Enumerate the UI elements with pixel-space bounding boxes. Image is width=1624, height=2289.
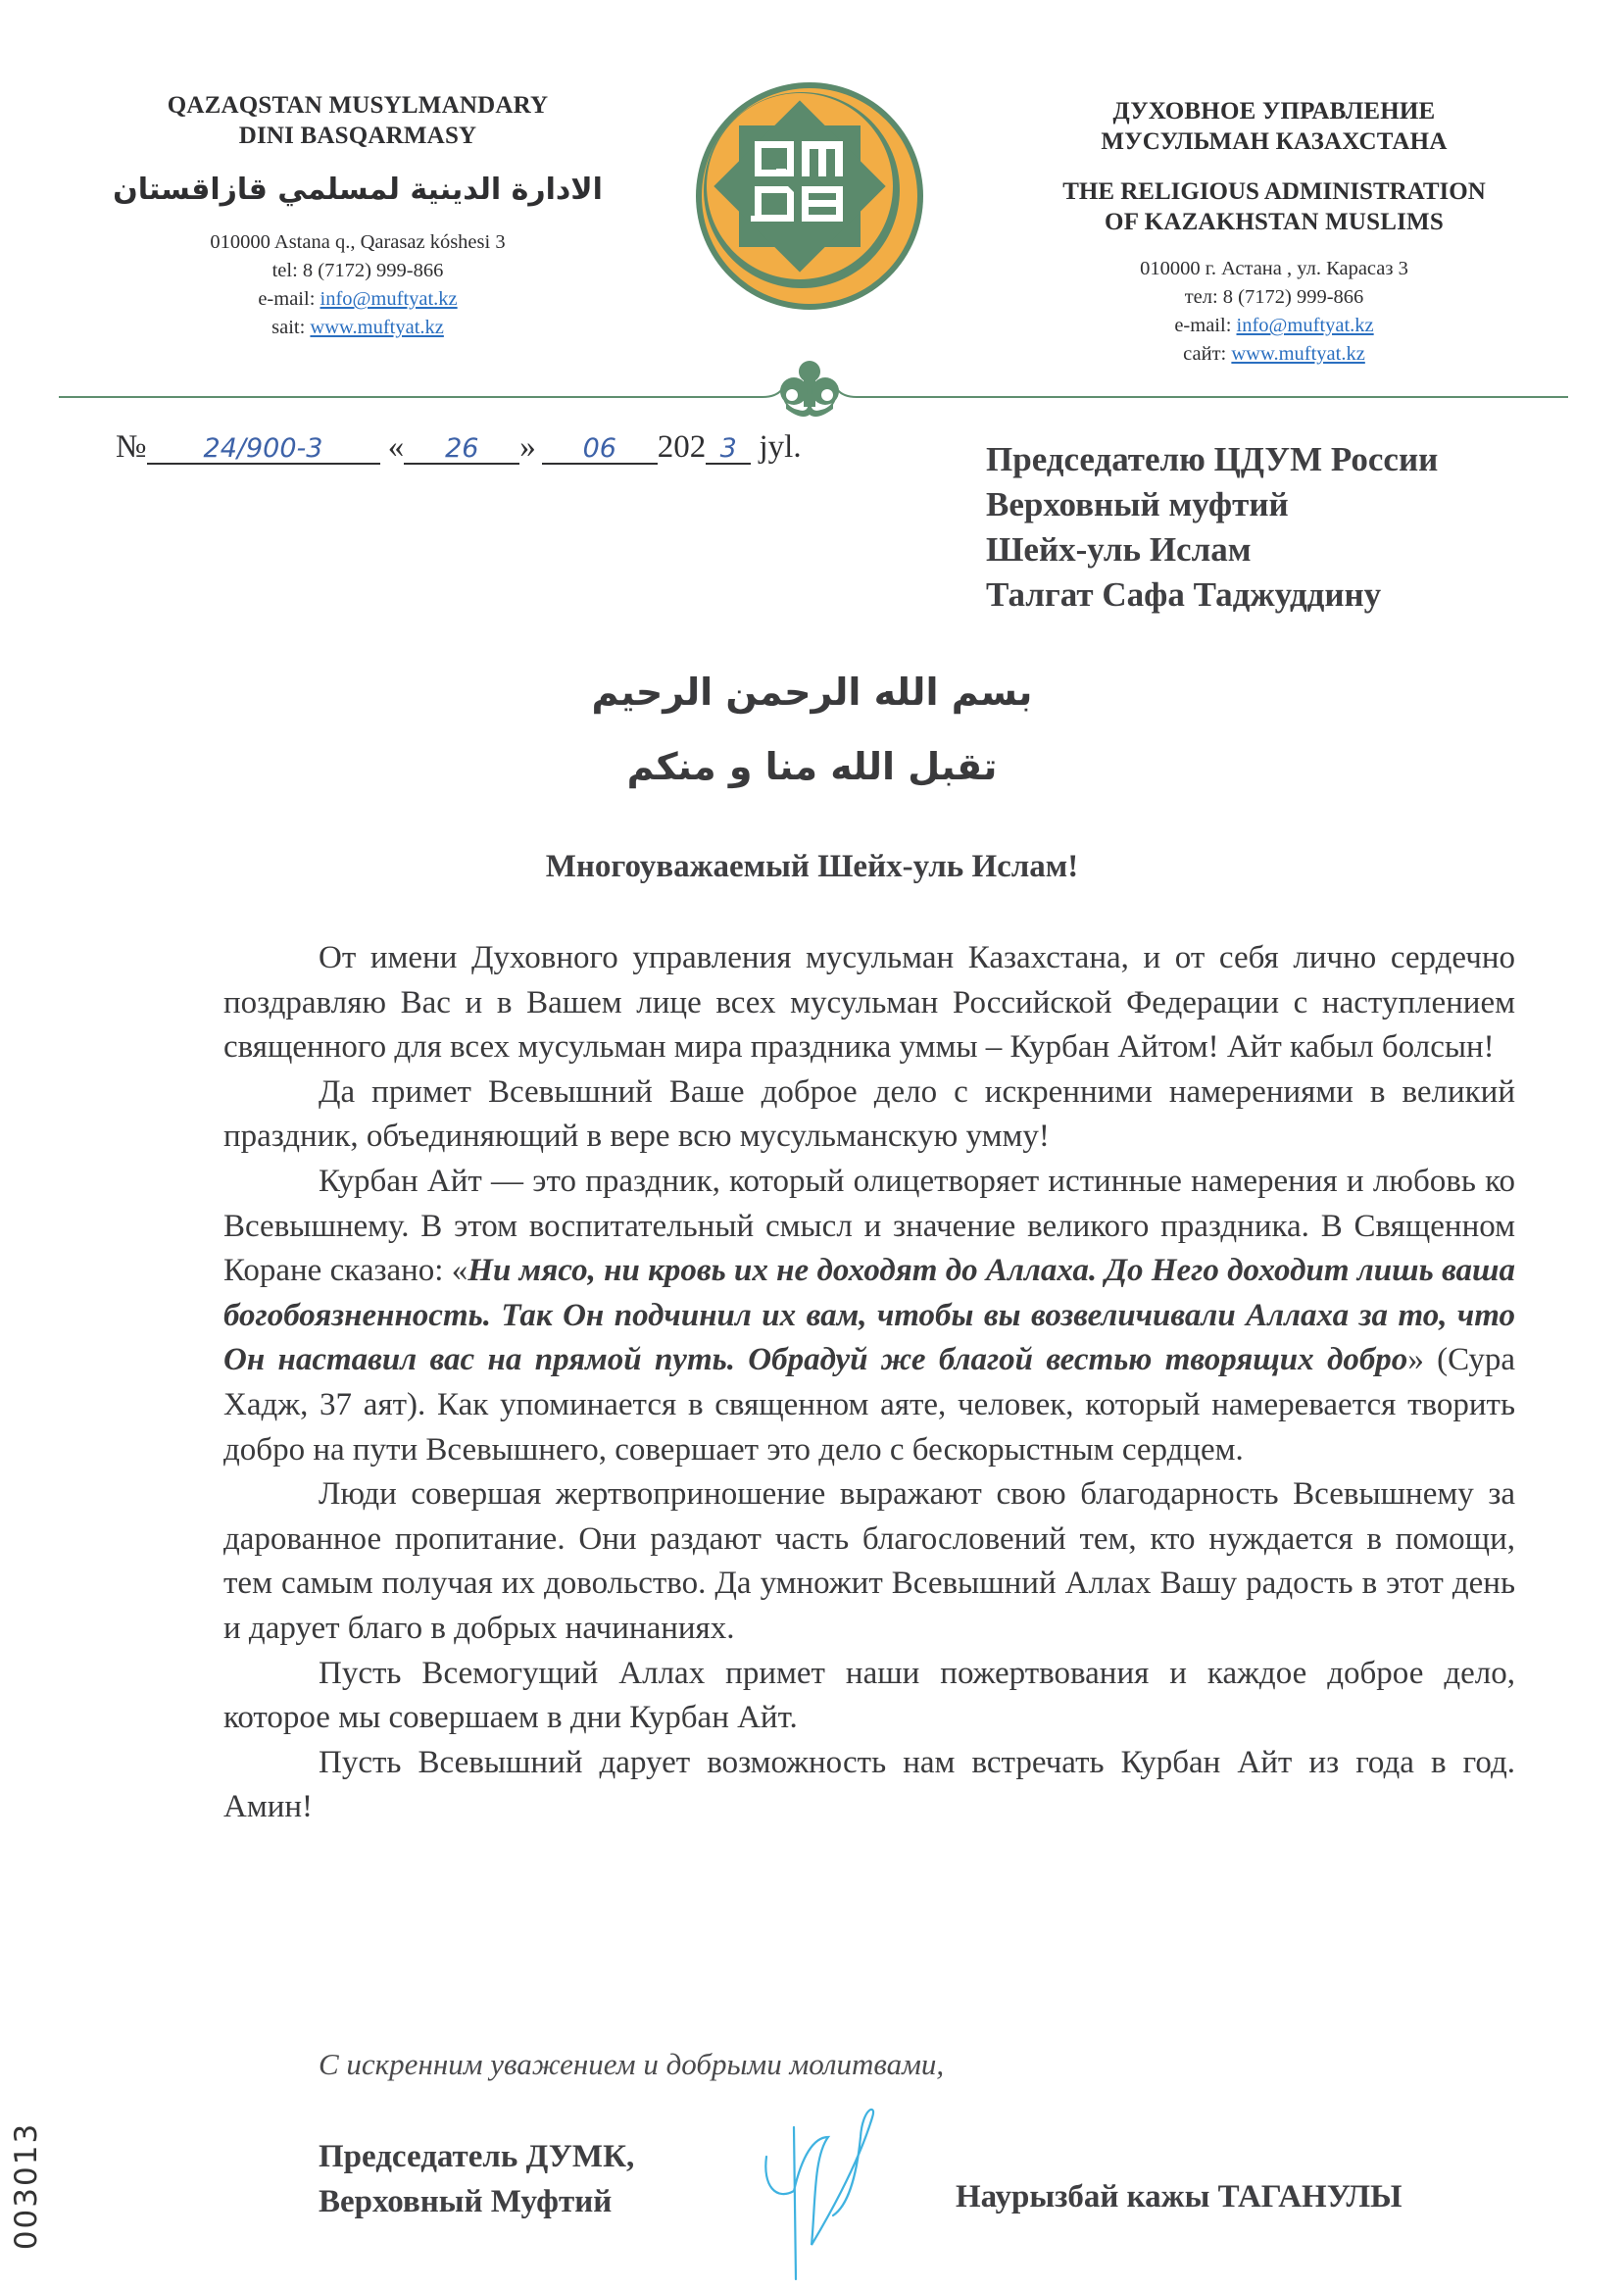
site-label: sait:: [271, 317, 311, 338]
addressee-line3: Шейх-уль Ислам: [986, 530, 1252, 569]
header-right-block: [990, 96, 1558, 369]
paragraph-3-end: » (Сура Хадж, 37 аят). Как упоминается в священном аяте, человек, который намеревается творить добро на пути Всевышнего, совершает это дело с бескорыстным сердцем.: [223, 1342, 1515, 1468]
org-name-kazakh-line1: QAZAQSTAN MUSYLMANDARY: [167, 92, 549, 119]
salutation: Многоуважаемый Шейх-уль Ислам!: [545, 849, 1079, 884]
email-label: e-mail:: [258, 288, 320, 310]
basmala: بسم الله الرحمن الرحيم: [591, 671, 1033, 714]
site-line: [108, 314, 608, 342]
quran-quote: Ни мясо, ни кровь их не доходят до Аллаха. До Него доходит лишь ваша богобоязненность. Так Он подчинил их вам, чтобы вы возвеличивали Аллаха за то, что Он наставил вас на прямой путь. Обрадуй же благой вестью творящих добро: [223, 1253, 1515, 1378]
body-paragraph-3: [223, 1160, 1515, 1472]
org-name-kazakh-line2: DINI BASQARMASY: [238, 123, 477, 149]
day-value: 26: [445, 433, 479, 464]
signature-icon: [755, 2098, 911, 2284]
org-name-english-line1: THE RELIGIOUS ADMINISTRATION: [1062, 178, 1486, 205]
signatory-title-line2: Верховный Муфтий: [319, 2184, 613, 2219]
org-name-english-line2: OF KAZAKHSTAN MUSLIMS: [1105, 209, 1444, 235]
number-sign: №: [116, 429, 147, 465]
body-paragraph-5: Пусть Всемогущий Аллах примет наши пожертвования и каждое доброе дело, которое мы совершаем в дни Курбан Айт.: [223, 1655, 1515, 1736]
reference-number: 24/900-3: [203, 433, 323, 464]
addressee-block: [986, 437, 1438, 618]
org-name-russian-line2: МУСУЛЬМАН КАЗАХСТАНА: [1101, 128, 1448, 155]
website-link[interactable]: www.muftyat.kz: [1231, 343, 1365, 365]
body-paragraph-1: От имени Духовного управления мусульман Казахстана, и от себя лично сердечно поздравляю Вас и в Вашем лице всех мусульман Российской Федерации с наступлением священного для всех мусульман мира праздника уммы – Курбан Айтом! Айт кабыл болсын!: [223, 940, 1515, 1066]
crescent-star-logo-icon: [692, 78, 927, 314]
year-prefix: 202: [657, 429, 707, 465]
eid-greeting-arabic: تقبل الله منا و منكم: [626, 745, 998, 788]
postal-address: 010000 г. Астана , ул. Карасаз 3: [1140, 258, 1408, 279]
open-quote: «: [387, 429, 405, 465]
org-name-russian-line1: ДУХОВНОЕ УПРАВЛЕНИЕ: [1112, 98, 1436, 124]
year-field: [706, 429, 751, 465]
reference-number-line: [116, 429, 802, 466]
email-link[interactable]: info@muftyat.kz: [1236, 315, 1374, 336]
email-line: [990, 312, 1558, 340]
letter-body: [223, 936, 1515, 1830]
phone: tel: 8 (7172) 999-866: [271, 260, 444, 281]
serial-number: 003013: [9, 2121, 45, 2251]
body-paragraph-6: Пусть Всевышний дарует возможность нам встречать Курбан Айт из года в год. Амин!: [223, 1744, 1515, 1825]
email-link[interactable]: info@muftyat.kz: [320, 288, 458, 310]
org-name-arabic: الادارة الدينية لمسلمي قازاقستان: [113, 173, 603, 207]
addressee-line2: Верховный муфтий: [986, 485, 1289, 523]
header-left-block: [108, 90, 608, 342]
phone: тел: 8 (7172) 999-866: [1184, 286, 1364, 308]
website-link[interactable]: www.muftyat.kz: [310, 317, 444, 338]
signatory-title: [319, 2134, 634, 2224]
email-line: [108, 285, 608, 314]
signatory-name: Наурызбай кажы ТАГАНУЛЫ: [956, 2179, 1403, 2214]
address-kazakh: [108, 228, 608, 342]
email-label: e-mail:: [1174, 315, 1237, 336]
month-value: 06: [582, 433, 616, 464]
address-russian: [990, 255, 1558, 369]
site-line: [990, 340, 1558, 369]
paragraph-3-start: Курбан Айт — это праздник, который олицетворяет истинные намерения и любовь ко Всевышнему. В этом воспитательный смысл и значение великого праздника. В Священном Коране сказано: «: [223, 1163, 1515, 1289]
site-label: сайт:: [1183, 343, 1232, 365]
kazakh-ornament-icon: [763, 358, 857, 421]
handwritten-signature: [755, 2098, 911, 2284]
postal-address: 010000 Astana q., Qarasaz kóshesi 3: [210, 231, 506, 253]
close-quote: »: [519, 429, 536, 465]
qmdb-logo: [692, 78, 927, 314]
body-paragraph-4: Люди совершая жертвоприношение выражают свою благодарность Всевышнему за дарованное пропитание. Они раздают часть благословений тем, кто нуждается в помощи, тем самым получая их довольство. Да умножит Всевышний Аллах Вашу радость в этот день и дарует благо в добрых начинаниях.: [223, 1476, 1515, 1646]
closing-phrase: С искренним уважением и добрыми молитвами,: [319, 2047, 945, 2081]
day-field: [404, 429, 519, 465]
body-paragraph-2: Да примет Всевышний Ваше доброе дело с искренними намерениями в великий праздник, объединяющий в вере всю мусульманскую умму!: [223, 1073, 1515, 1155]
reference-number-field: [147, 429, 380, 465]
addressee-line4: Талгат Сафа Таджуддину: [986, 575, 1382, 614]
ornament: [763, 358, 857, 421]
addressee-line1: Председателю ЦДУМ России: [986, 440, 1439, 478]
year-word: jyl.: [759, 429, 802, 465]
year-suffix: 3: [719, 433, 737, 464]
serial-number-stamp: [0, 2108, 78, 2264]
month-field: [542, 429, 658, 465]
signatory-title-line1: Председатель ДУМК,: [319, 2139, 635, 2174]
